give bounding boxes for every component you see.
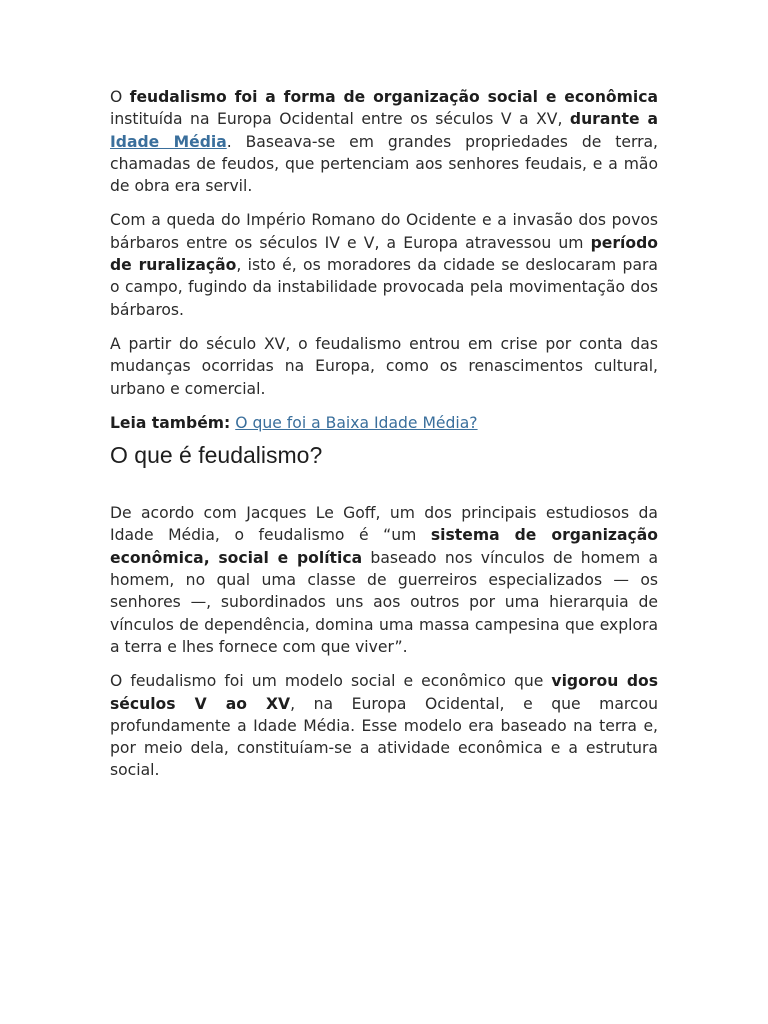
paragraph-modelo [110, 670, 658, 781]
text: baseado nos vínculos de homem a homem, no qual uma classe de guerreiros especializados — os senhores —, subordinados uns aos outros por uma hierarquia de vínculos de dependência, domina uma massa campesina que explora a terra e lhes fornece com que viver”. [110, 548, 658, 656]
paragraph-crise [110, 333, 658, 400]
bold-text: feudalismo foi a forma de organização social e econômica [129, 88, 659, 106]
text: O feudalismo foi um modelo social e econômico que [110, 672, 552, 691]
text: . Baseava-se em grandes propriedades de terra, chamadas de feudos, que pertenciam aos senhores feudais, e a mão de obra era servil. [110, 132, 659, 196]
bold-text: vigorou dos séculos V ao XV [110, 672, 658, 713]
paragraph-ruralizacao [110, 209, 658, 320]
bold-text: sistema de organização econômica, social e política [110, 526, 659, 567]
leia-tambem-label: Leia também: [110, 413, 231, 432]
text: Com a queda do Império Romano do Ocidente e a invasão dos povos bárbaros entre os séculos IV e V, a Europa atravessou um [110, 211, 658, 252]
link-idade-media[interactable]: Idade Média [110, 132, 227, 151]
text: De acordo com Jacques Le Goff, um dos principais estudiosos da Idade Média, o feudalismo é “um [110, 504, 658, 545]
article-body [110, 86, 658, 794]
text: instituída na Europa Ocidental entre os séculos V a XV, [110, 110, 570, 129]
link-baixa-idade-media[interactable]: O que foi a Baixa Idade Média? [235, 413, 478, 432]
paragraph-le-goff [110, 502, 658, 658]
leia-tambem [110, 412, 658, 434]
bold-text: durante a [569, 110, 659, 129]
section-heading: O que é feudalismo? [110, 442, 323, 469]
text: A partir do século XV, o feudalismo entrou em crise por conta das mudanças ocorridas na Europa, como os renascimentos cultural, urbano e comercial. [110, 334, 658, 398]
text: O [110, 88, 130, 106]
text: , na Europa Ocidental, e que marcou profundamente a Idade Média. Esse modelo era baseado na terra e, por meio dela, constituíam-se a atividade econômica e a estrutura social. [110, 694, 658, 780]
paragraph-intro [110, 86, 658, 197]
text: , isto é, os moradores da cidade se deslocaram para o campo, fugindo da instabilidade provocada pela movimentação dos bárbaros. [110, 256, 658, 319]
bold-text: período de ruralização [110, 233, 658, 275]
